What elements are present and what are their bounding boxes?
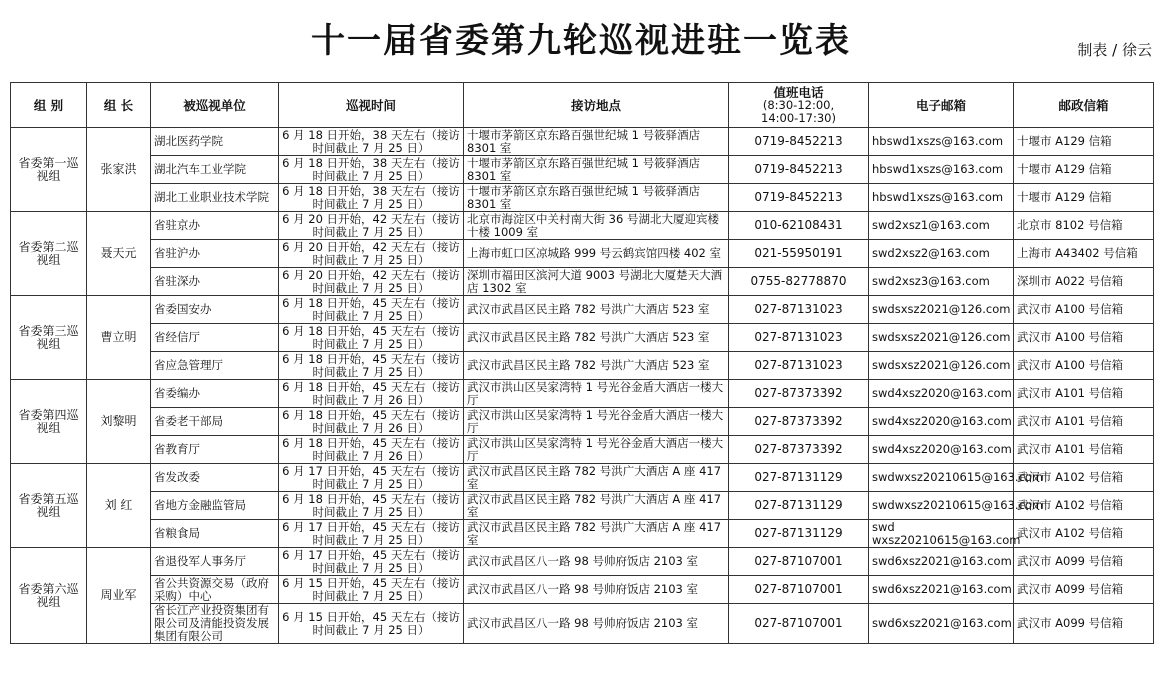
time-cell: 6 月 18 日开始，38 天左右（接访时间截止 7 月 25 日）: [279, 184, 464, 212]
phone-cell: 0719-8452213: [729, 156, 869, 184]
phone-cell: 0719-8452213: [729, 128, 869, 156]
time-cell: 6 月 18 日开始，45 天左右（接访时间截止 7 月 25 日）: [279, 296, 464, 324]
mailbox-cell: 武汉市 A102 号信箱: [1014, 520, 1154, 548]
phone-cell: 027-87131023: [729, 324, 869, 352]
time-cell: 6 月 15 日开始，45 天左右（接访时间截止 7 月 25 日）: [279, 576, 464, 604]
table-maker: 制表 / 徐云: [1077, 41, 1152, 59]
unit-cell: 省委国安办: [151, 296, 279, 324]
address-cell: 武汉市武昌区民主路 782 号洪广大酒店 A 座 417 室: [464, 520, 729, 548]
table-row: [11, 548, 1154, 576]
phone-cell: 027-87373392: [729, 408, 869, 436]
mailbox-cell: 武汉市 A099 号信箱: [1014, 604, 1154, 644]
unit-cell: 省发改委: [151, 464, 279, 492]
address-cell: 上海市虹口区凉城路 999 号云鹤宾馆四楼 402 室: [464, 240, 729, 268]
phone-cell: 0719-8452213: [729, 184, 869, 212]
page-title: 十一届省委第九轮巡视进驻一览表: [311, 21, 851, 61]
header-phone: [729, 83, 869, 128]
table-row: [11, 604, 1154, 644]
address-cell: 武汉市武昌区八一路 98 号帅府饭店 2103 室: [464, 576, 729, 604]
address-cell: 武汉市洪山区吴家湾特 1 号光谷金盾大酒店一楼大厅: [464, 408, 729, 436]
header-phone-hours-2: 14:00-17:30): [761, 110, 836, 125]
time-cell: 6 月 17 日开始，45 天左右（接访时间截止 7 月 25 日）: [279, 464, 464, 492]
email-cell: swdwxsz20210615@163.com: [869, 464, 1014, 492]
table-row: [11, 296, 1154, 324]
header-row: [11, 83, 1154, 128]
email-cell: hbswd1xszs@163.com: [869, 184, 1014, 212]
phone-cell: 010-62108431: [729, 212, 869, 240]
group-name: 省委第四巡视组: [11, 380, 87, 464]
table-row: [11, 436, 1154, 464]
header-unit: 被巡视单位: [151, 83, 279, 128]
unit-cell: 湖北汽车工业学院: [151, 156, 279, 184]
time-cell: 6 月 20 日开始，42 天左右（接访时间截止 7 月 25 日）: [279, 268, 464, 296]
phone-cell: 027-87107001: [729, 604, 869, 644]
unit-cell: 省应急管理厅: [151, 352, 279, 380]
time-cell: 6 月 18 日开始，45 天左右（接访时间截止 7 月 25 日）: [279, 492, 464, 520]
mailbox-cell: 上海市 A43402 号信箱: [1014, 240, 1154, 268]
email-cell: hbswd1xszs@163.com: [869, 156, 1014, 184]
time-cell: 6 月 18 日开始，45 天左右（接访时间截止 7 月 26 日）: [279, 408, 464, 436]
table-row: [11, 464, 1154, 492]
header-phone-hours-1: (8:30-12:00,: [762, 97, 835, 112]
mailbox-cell: 武汉市 A101 号信箱: [1014, 436, 1154, 464]
group-name: 省委第三巡视组: [11, 296, 87, 380]
header-address: 接访地点: [464, 83, 729, 128]
unit-cell: 省驻深办: [151, 268, 279, 296]
email-cell: swd4xsz2020@163.com: [869, 436, 1014, 464]
table-row: [11, 212, 1154, 240]
time-cell: 6 月 17 日开始，45 天左右（接访时间截止 7 月 25 日）: [279, 548, 464, 576]
phone-cell: 027-87131023: [729, 352, 869, 380]
email-cell: swd wxsz20210615@163.com: [869, 520, 1014, 548]
unit-cell: 湖北医药学院: [151, 128, 279, 156]
address-cell: 十堰市茅箭区京东路百强世纪城 1 号筱驿酒店 8301 室: [464, 128, 729, 156]
mailbox-cell: 武汉市 A102 号信箱: [1014, 464, 1154, 492]
phone-cell: 027-87131129: [729, 520, 869, 548]
header-phone-label: 值班电话: [773, 84, 824, 100]
unit-cell: 省委老干部局: [151, 408, 279, 436]
unit-cell: 省教育厅: [151, 436, 279, 464]
email-cell: swdwxsz20210615@163.com: [869, 492, 1014, 520]
address-cell: 武汉市武昌区民主路 782 号洪广大酒店 523 室: [464, 296, 729, 324]
address-cell: 十堰市茅箭区京东路百强世纪城 1 号筱驿酒店 8301 室: [464, 184, 729, 212]
mailbox-cell: 十堰市 A129 信箱: [1014, 128, 1154, 156]
address-cell: 武汉市武昌区民主路 782 号洪广大酒店 523 室: [464, 352, 729, 380]
table-row: [11, 324, 1154, 352]
phone-cell: 027-87131023: [729, 296, 869, 324]
group-leader: 刘黎明: [87, 380, 151, 464]
address-cell: 武汉市武昌区八一路 98 号帅府饭店 2103 室: [464, 548, 729, 576]
mailbox-cell: 武汉市 A101 号信箱: [1014, 380, 1154, 408]
email-cell: swd6xsz2021@163.com: [869, 604, 1014, 644]
group-leader: 刘 红: [87, 464, 151, 548]
header-email: 电子邮箱: [869, 83, 1014, 128]
unit-cell: 省驻京办: [151, 212, 279, 240]
unit-cell: 省驻沪办: [151, 240, 279, 268]
table-row: [11, 240, 1154, 268]
address-cell: 深圳市福田区滨河大道 9003 号湖北大厦楚天大酒店 1302 室: [464, 268, 729, 296]
address-cell: 武汉市武昌区民主路 782 号洪广大酒店 A 座 417 室: [464, 464, 729, 492]
phone-cell: 027-87131129: [729, 492, 869, 520]
group-leader: 周业军: [87, 548, 151, 644]
address-cell: 武汉市武昌区民主路 782 号洪广大酒店 A 座 417 室: [464, 492, 729, 520]
time-cell: 6 月 20 日开始，42 天左右（接访时间截止 7 月 25 日）: [279, 212, 464, 240]
email-cell: swd4xsz2020@163.com: [869, 380, 1014, 408]
mailbox-cell: 武汉市 A100 号信箱: [1014, 296, 1154, 324]
time-cell: 6 月 18 日开始，45 天左右（接访时间截止 7 月 25 日）: [279, 324, 464, 352]
time-cell: 6 月 18 日开始，38 天左右（接访时间截止 7 月 25 日）: [279, 128, 464, 156]
unit-cell: 省公共资源交易（政府采购）中心: [151, 576, 279, 604]
mailbox-cell: 武汉市 A101 号信箱: [1014, 408, 1154, 436]
phone-cell: 027-87107001: [729, 548, 869, 576]
email-cell: swd2xsz3@163.com: [869, 268, 1014, 296]
header-mailbox: 邮政信箱: [1014, 83, 1154, 128]
table-row: [11, 520, 1154, 548]
unit-cell: 湖北工业职业技术学院: [151, 184, 279, 212]
unit-cell: 省委编办: [151, 380, 279, 408]
header-time: 巡视时间: [279, 83, 464, 128]
address-cell: 十堰市茅箭区京东路百强世纪城 1 号筱驿酒店 8301 室: [464, 156, 729, 184]
table-row: [11, 576, 1154, 604]
address-cell: 武汉市武昌区民主路 782 号洪广大酒店 523 室: [464, 324, 729, 352]
mailbox-cell: 武汉市 A099 号信箱: [1014, 576, 1154, 604]
table-row: [11, 352, 1154, 380]
mailbox-cell: 武汉市 A100 号信箱: [1014, 352, 1154, 380]
address-cell: 武汉市洪山区吴家湾特 1 号光谷金盾大酒店一楼大厅: [464, 380, 729, 408]
table-row: [11, 380, 1154, 408]
phone-cell: 027-87373392: [729, 380, 869, 408]
mailbox-cell: 深圳市 A022 号信箱: [1014, 268, 1154, 296]
address-cell: 北京市海淀区中关村南大街 36 号湖北大厦迎宾楼十楼 1009 室: [464, 212, 729, 240]
email-cell: hbswd1xszs@163.com: [869, 128, 1014, 156]
table-row: [11, 184, 1154, 212]
table-row: [11, 156, 1154, 184]
mailbox-cell: 武汉市 A099 号信箱: [1014, 548, 1154, 576]
email-cell: swd6xsz2021@163.com: [869, 576, 1014, 604]
time-cell: 6 月 18 日开始，45 天左右（接访时间截止 7 月 25 日）: [279, 352, 464, 380]
mailbox-cell: 武汉市 A102 号信箱: [1014, 492, 1154, 520]
table-body: [11, 128, 1154, 644]
email-cell: swd4xsz2020@163.com: [869, 408, 1014, 436]
group-name: 省委第六巡视组: [11, 548, 87, 644]
email-cell: swdsxsz2021@126.com: [869, 296, 1014, 324]
phone-cell: 027-87107001: [729, 576, 869, 604]
header-leader: 组 长: [87, 83, 151, 128]
mailbox-cell: 十堰市 A129 信箱: [1014, 156, 1154, 184]
table-row: [11, 408, 1154, 436]
phone-cell: 021-55950191: [729, 240, 869, 268]
unit-cell: 省退役军人事务厅: [151, 548, 279, 576]
inspection-table: [10, 82, 1154, 644]
time-cell: 6 月 18 日开始，38 天左右（接访时间截止 7 月 25 日）: [279, 156, 464, 184]
table-row: [11, 128, 1154, 156]
phone-cell: 027-87131129: [729, 464, 869, 492]
email-cell: swd2xsz1@163.com: [869, 212, 1014, 240]
phone-cell: 027-87373392: [729, 436, 869, 464]
phone-cell: 0755-82778870: [729, 268, 869, 296]
mailbox-cell: 十堰市 A129 信箱: [1014, 184, 1154, 212]
email-cell: swd2xsz2@163.com: [869, 240, 1014, 268]
group-name: 省委第五巡视组: [11, 464, 87, 548]
unit-cell: 省经信厅: [151, 324, 279, 352]
address-cell: 武汉市洪山区吴家湾特 1 号光谷金盾大酒店一楼大厅: [464, 436, 729, 464]
group-leader: 张家洪: [87, 128, 151, 212]
group-name: 省委第二巡视组: [11, 212, 87, 296]
group-leader: 曹立明: [87, 296, 151, 380]
email-cell: swdsxsz2021@126.com: [869, 352, 1014, 380]
unit-cell: 省粮食局: [151, 520, 279, 548]
table-row: [11, 492, 1154, 520]
email-cell: swdsxsz2021@126.com: [869, 324, 1014, 352]
time-cell: 6 月 18 日开始，45 天左右（接访时间截止 7 月 26 日）: [279, 380, 464, 408]
table-row: [11, 268, 1154, 296]
group-leader: 聂天元: [87, 212, 151, 296]
email-cell: swd6xsz2021@163.com: [869, 548, 1014, 576]
unit-cell: 省长江产业投资集团有限公司及清能投资发展集团有限公司: [151, 604, 279, 644]
address-cell: 武汉市武昌区八一路 98 号帅府饭店 2103 室: [464, 604, 729, 644]
header-group: 组 别: [11, 83, 87, 128]
time-cell: 6 月 15 日开始，45 天左右（接访时间截止 7 月 25 日）: [279, 604, 464, 644]
time-cell: 6 月 20 日开始，42 天左右（接访时间截止 7 月 25 日）: [279, 240, 464, 268]
group-name: 省委第一巡视组: [11, 128, 87, 212]
mailbox-cell: 武汉市 A100 号信箱: [1014, 324, 1154, 352]
mailbox-cell: 北京市 8102 号信箱: [1014, 212, 1154, 240]
time-cell: 6 月 17 日开始，45 天左右（接访时间截止 7 月 25 日）: [279, 520, 464, 548]
unit-cell: 省地方金融监管局: [151, 492, 279, 520]
time-cell: 6 月 18 日开始，45 天左右（接访时间截止 7 月 26 日）: [279, 436, 464, 464]
